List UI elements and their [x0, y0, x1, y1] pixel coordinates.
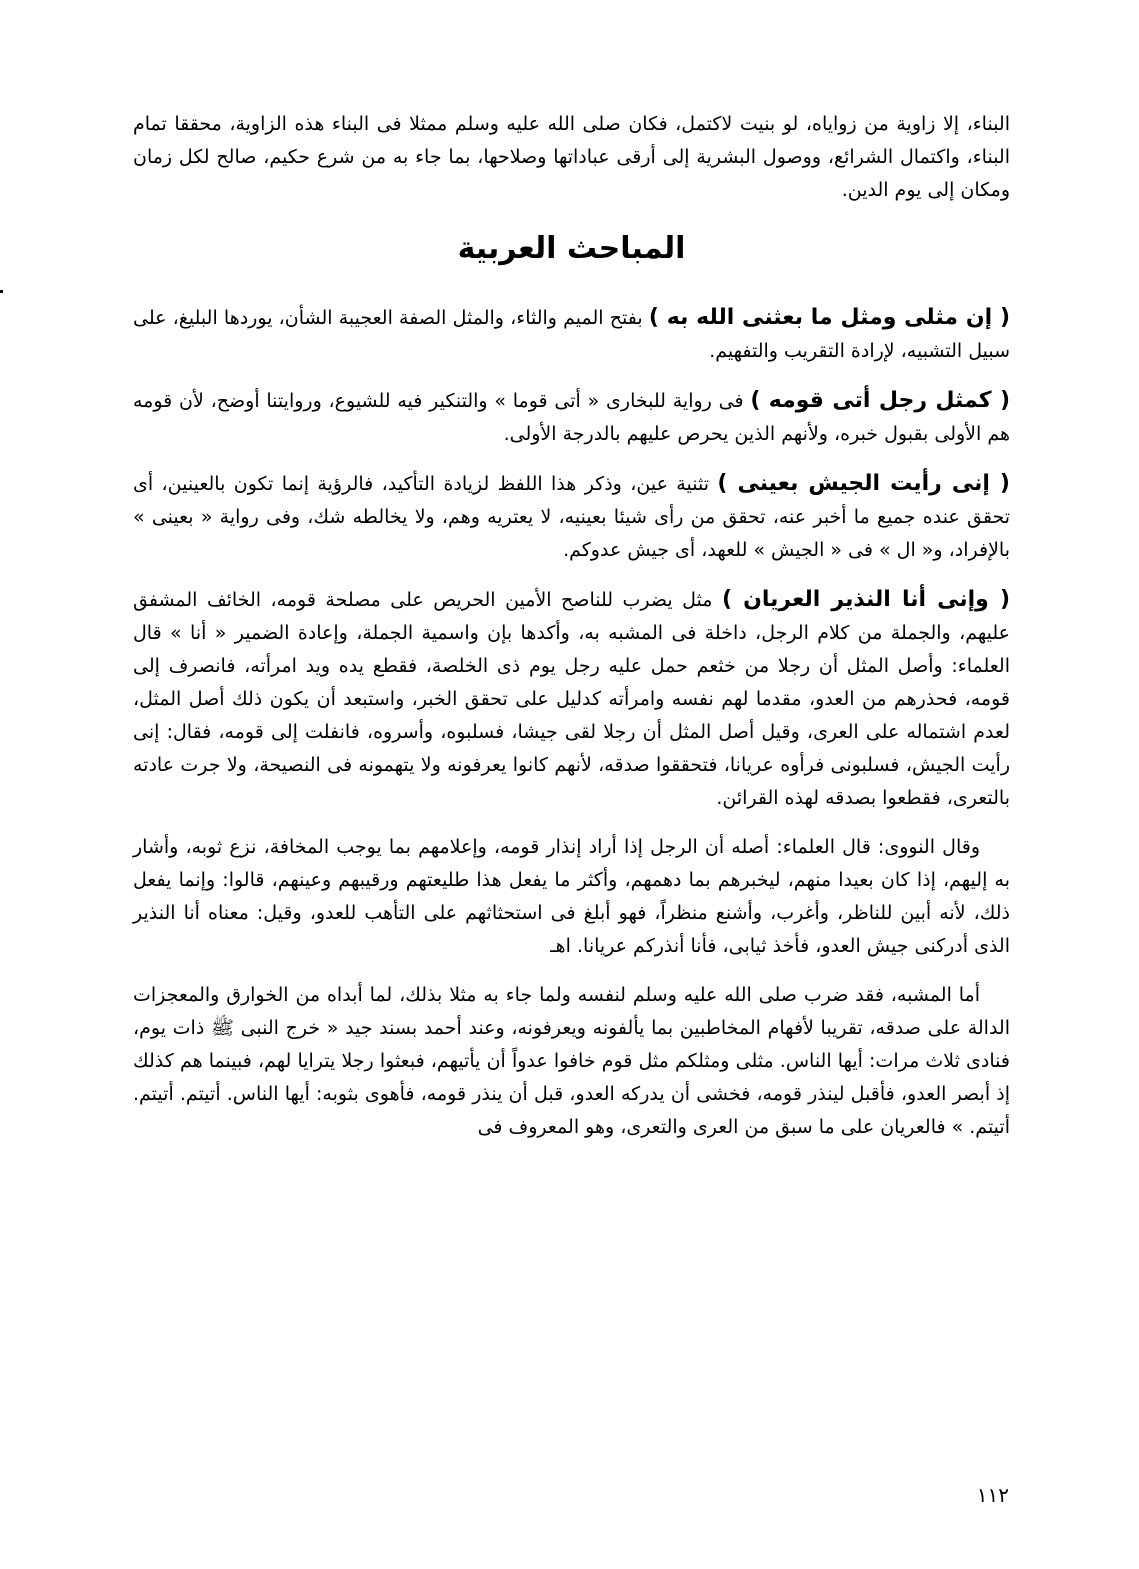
book-page [133, 108, 1010, 1160]
final-paragraph: أما المشبه، فقد ضرب صلى الله عليه وسلم لنفسه ولما جاء به مثلا بذلك، لما أبداه من الخوارق والمعجزات الدالة على صدقه، تقريبا لأفهام المخاطبين بما يألفونه ويعرفونه، وعند أحمد بسند جيد « خرج النبى ﷺ ذات يوم، فنادى ثلاث مرات: أيها الناس. مثلى ومثلكم مثل قوم خافوا عدواً أن يأتيهم، فبعثوا رجلا يترايا لهم، فبينما هم كذلك إذ أبصر العدو، فأقبل لينذر قومه، فخشى أن يدركه العدو، قبل أن ينذر قومه، فأهوى بثوبه: أيها الناس. أتيتم. أتيتم. أتيتم. » فالعريان على ما سبق من العرى والتعرى، وهو المعروف فى [133, 984, 1010, 1138]
entry-paragraph [133, 301, 1010, 368]
entry-paragraph [133, 583, 1010, 815]
scan-artifact-mark [0, 290, 3, 293]
entry-lead-phrase: ( إن مثلى ومثل ما بعثنى الله به ) [648, 305, 1010, 330]
entry-paragraph [133, 384, 1010, 451]
nawawi-paragraph: وقال النووى: قال العلماء: أصله أن الرجل إذا أراد إنذار قومه، وإعلامهم بما يوجب المخافة، نزع ثوبه، وأشار به إليهم، إذا كان بعيدا منهم، ليخبرهم بما دهمهم، وأكثر ما يفعل هذا طليعتهم ورقيبهم وعينهم، قالوا: وإنما يفعل ذلك، لأنه أبين للناظر، وأغرب، وأشنع منظراً، فهو أبلغ فى استحثاثهم على التأهب للعدو، وقيل: معناه أنا النذير الذى أدركنى جيش العدو، فأخذ ثيابى، فأنا أنذركم عريانا. اهـ [133, 836, 1010, 957]
entry-paragraph [133, 467, 1010, 567]
entry-text: مثل يضرب للناصح الأمين الحريص على مصلحة قومه، الخائف المشفق عليهم، والجملة من كلام الرجل، داخلة فى المشبه به، وأكدها بإن واسمية الجملة، وإعادة الضمير « أنا » قال العلماء: وأصل المثل أن رجلا من خثعم حمل عليه رجل يوم ذى الخلصة، فقطع يده ويد امرأته، فانصرف إلى قومه، فحذرهم من العدو، مقدما لهم نفسه وامرأته كدليل على تحقق الخبر، واستبعد أن يكون ذلك أصل المثل، لعدم اشتماله على العرى، وقيل أصل المثل أن رجلا لقى جيشا، فسلبوه، وأسروه، فانفلت إلى قومه، فقال: إنى رأيت الجيش، فسلبونى فرأوه عريانا، فتحققوا صدقه، لأنهم كانوا يعرفونه ولا يتهمونه فى النصيحة، ولا جرت عادته بالتعرى، فقطعوا بصدقه لهذه القرائن. [133, 589, 1010, 809]
entry-lead-phrase: ( كمثل رجل أتى قومه ) [750, 388, 1011, 413]
entry-lead-phrase: ( وإنى أنا النذير العريان ) [721, 587, 1010, 612]
entry-text: فى رواية للبخارى « أتى قوما » والتنكير فيه للشيوع، وروايتنا أوضح، لأن قومه هم الأولى بقبول خبره، ولأنهم الذين يحرص عليهم بالدرجة الأولى. [133, 390, 1010, 445]
intro-paragraph: البناء، إلا زاوية من زواياه، لو بنيت لاكتمل، فكان صلى الله عليه وسلم ممثلا فى البناء هذه الزاوية، محققا تمام البناء، واكتمال الشرائع، ووصول البشرية إلى أرقى عباداتها وصلاحها، بما جاء به من شرع حكيم، صالح لكل زمان ومكان إلى يوم الدين. [133, 113, 1010, 201]
section-heading: المباحث العربية [457, 231, 686, 266]
entry-lead-phrase: ( إنى رأيت الجيش بعينى ) [717, 471, 1010, 496]
entry-text: تثنية عين، وذكر هذا اللفظ لزيادة التأكيد، فالرؤية إنما تكون بالعينين، أى تحقق عنده جميع ما أخبر عنه، تحقق من رأى شيئا بعينيه، لا يعتريه وهم، ولا يخالطه شك، وفى رواية « بعينى » بالإفراد، و« ال » فى « الجيش » للعهد، أى جيش عدوكم. [133, 473, 1010, 561]
entry-text: بفتح الميم والثاء، والمثل الصفة العجيبة الشأن، يوردها البليغ، على سبيل التشبيه، لإرادة التقريب والتفهيم. [133, 307, 1010, 362]
page-number: ١١٢ [976, 1483, 1009, 1507]
